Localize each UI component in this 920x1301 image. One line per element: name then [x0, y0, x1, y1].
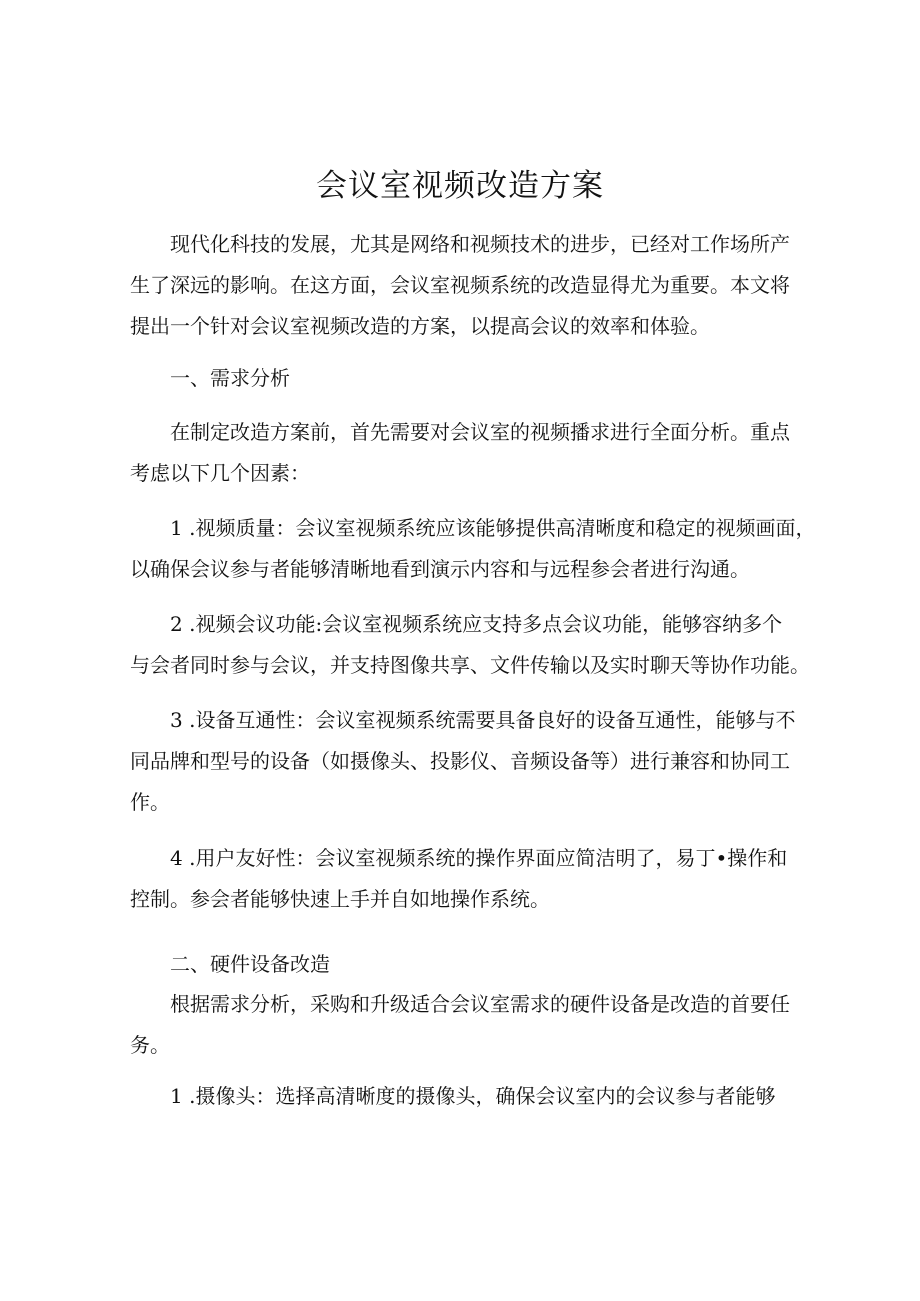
- paragraph-line: 现代化科技的发展，尤其是网络和视频技术的进步，已经对工作场所产: [170, 232, 790, 256]
- paragraph-line: 务。: [130, 1033, 170, 1057]
- paragraph-line: 提出一个针对会议室视频改造的方案，以提高会议的效率和体验。: [130, 314, 710, 338]
- paragraph-line: 4 .用户友好性：会议室视频系统的操作界面应简洁明了，易丁•操作和: [170, 846, 788, 870]
- paragraph-line: 生了深远的影响。在这方面，会议室视频系统的改造显得尤为重要。本文将: [130, 273, 790, 297]
- list-item-user-friendliness: [130, 838, 795, 920]
- list-item-camera: [130, 1076, 795, 1117]
- paragraph-hardware-intro: [130, 984, 795, 1066]
- list-item-interoperability: [130, 700, 795, 823]
- paragraph-line: 2 .视频会议功能:会议室视频系统应支持多点会议功能，能够容纳多个: [170, 612, 783, 636]
- section-heading-hardware: [130, 944, 795, 985]
- paragraph-line: 考虑以下几个因素：: [130, 461, 310, 485]
- paragraph-line: 与会者同时参与会议，并支持图像共享、文件传输以及实时聊天等协作功能。: [130, 653, 810, 677]
- heading-line: 二、硬件设备改造: [170, 952, 330, 976]
- list-item-conference-function: [130, 604, 810, 686]
- paragraph-line: 3 .设备互通性：会议室视频系统需要具备良好的设备互通性，能够与不: [170, 708, 796, 732]
- paragraph-line: 根据需求分析，采购和升级适合会议室需求的硬件设备是改造的首要任: [170, 992, 790, 1016]
- paragraph-requirements-intro: [130, 412, 795, 494]
- paragraph-line: 1 .视频质量：会议室视频系统应该能够提供高清晰度和稳定的视频画面，: [170, 516, 816, 540]
- document-title: 会议室视频改造方案: [316, 168, 604, 204]
- paragraph-line: 控制。参会者能够快速上手并自如地操作系统。: [130, 887, 550, 911]
- paragraph-line: 1 .摄像头：选择高清晰度的摄像头，确保会议室内的会议参与者能够: [170, 1084, 776, 1108]
- paragraph-line: 以确保会议参与者能够清晰地看到演示内容和与远程参会者进行沟通。: [130, 557, 750, 581]
- heading-line: 一、需求分析: [170, 366, 290, 390]
- paragraph-line: 同品牌和型号的设备（如摄像头、投影仪、音频设备等）进行兼容和协同工: [130, 749, 790, 773]
- list-item-video-quality: [130, 508, 816, 590]
- paragraph-line: 在制定改造方案前，首先需要对会议室的视频播求进行全面分析。重点: [170, 420, 790, 444]
- paragraph-line: 作。: [130, 790, 170, 814]
- section-heading-requirements: [130, 358, 795, 399]
- paragraph-intro: [130, 224, 795, 347]
